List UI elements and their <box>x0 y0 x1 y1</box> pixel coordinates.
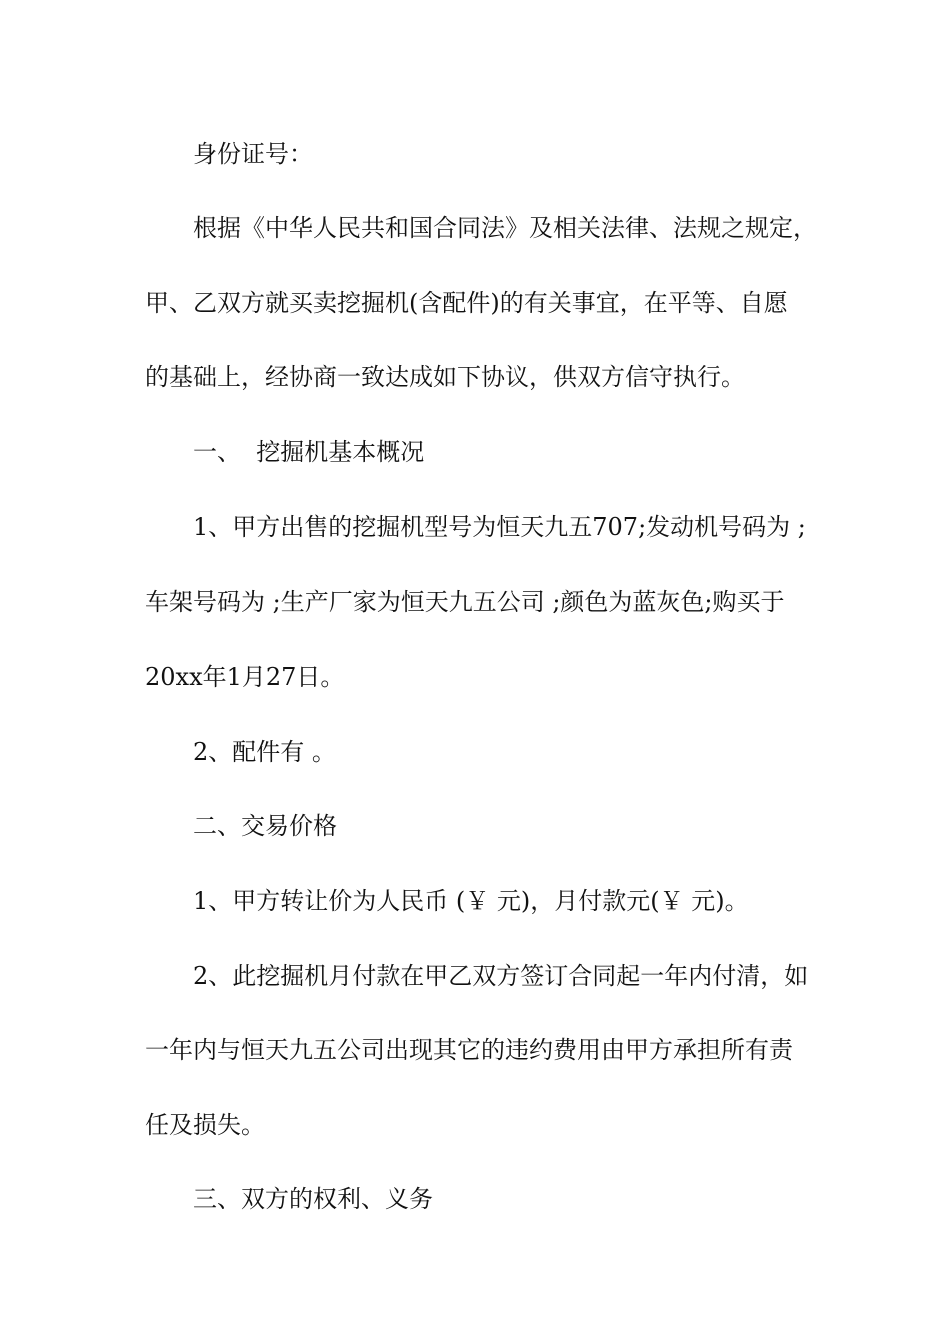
paragraph-line: 2、配件有 。 <box>193 738 336 766</box>
paragraph-line: 20xx年1月27日。 <box>145 663 345 691</box>
paragraph-line: 车架号码为 ;生产厂家为恒天九五公司 ;颜色为蓝灰色;购买于 <box>145 588 785 616</box>
paragraph-line: 一年内与恒天九五公司出现其它的违约费用由甲方承担所有责 <box>145 1036 793 1064</box>
paragraph-line: 甲、乙双方就买卖挖掘机(含配件)的有关事宜，在平等、自愿 <box>145 289 788 317</box>
paragraph-line: 2、此挖掘机月付款在甲乙双方签订合同起一年内付清，如 <box>193 962 809 990</box>
section-heading: 二、交易价格 <box>193 812 337 840</box>
section-heading: 一、 挖掘机基本概况 <box>193 438 425 466</box>
paragraph-line: 1、甲方转让价为人民币 (￥ 元)，月付款元(￥ 元)。 <box>193 887 749 915</box>
id-number-line: 身份证号： <box>193 140 313 168</box>
paragraph-line: 根据《中华人民共和国合同法》及相关法律、法规之规定， <box>193 214 817 242</box>
paragraph-line: 1、甲方出售的挖掘机型号为恒天九五707;发动机号码为 ; <box>193 513 806 541</box>
paragraph-line: 的基础上，经协商一致达成如下协议，供双方信守执行。 <box>145 363 745 391</box>
section-heading: 三、双方的权利、义务 <box>193 1185 433 1213</box>
paragraph-line: 任及损失。 <box>145 1111 265 1139</box>
